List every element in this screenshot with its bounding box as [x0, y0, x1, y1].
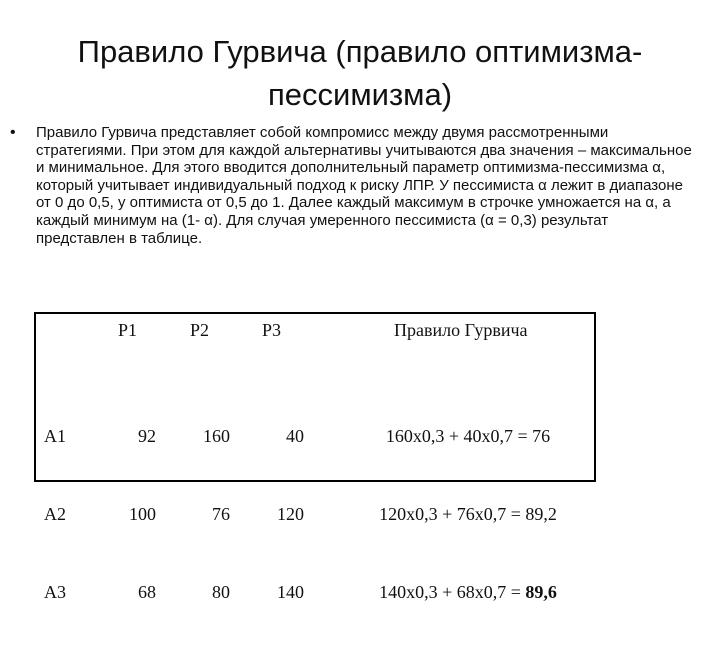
cell-a3-p1: 68 [138, 582, 156, 602]
slide-title [40, 30, 680, 116]
row-labels [44, 371, 66, 657]
cell-a1-p3: 40 [286, 426, 304, 446]
cell-a2-p2: 76 [212, 504, 230, 524]
cell-a2-hurwicz: 120х0,3 + 76х0,7 = 89,2 [379, 504, 557, 524]
column-p2-values [186, 371, 230, 657]
column-header-p3: P3 [262, 320, 282, 340]
bullet-marker: • [10, 124, 16, 141]
column-p3-values [258, 371, 304, 657]
cell-a3-hurwicz-formula: 140х0,3 + 68х0,7 = [379, 582, 526, 602]
cell-a3-hurwicz-result: 89,6 [525, 582, 557, 602]
cell-a1-p2: 160 [203, 426, 230, 446]
body-paragraph: Правило Гурвича представляет собой компромисс между двумя рассмотренными стратегиями. При этом для каждой альтернативы учитываются два значения – максимальное и минимальное. Для этого вводится дополнительный параметр оптимизма-пессимизма α, который учитывает индивидуальный подход к риску ЛПР. У пессимиста α лежит в диапазоне от 0 до 0,5, у оптимиста от 0,5 до 1. Далее каждый максимум в строчке умножается на α, а каждый минимум на (1- α). Для случая умеренного пессимиста (α = 0,3) результат представлен в таблице. [36, 124, 692, 247]
cell-a1-hurwicz: 160х0,3 + 40х0,7 = 76 [385, 426, 551, 446]
column-hurwicz-values [338, 371, 598, 657]
slide-title-line-2: пессимизма) [267, 77, 453, 112]
column-p1-values [116, 371, 156, 657]
cell-a1-p1: 92 [138, 426, 156, 446]
cell-a2-p1: 100 [129, 504, 156, 524]
row-label-a2: A2 [44, 504, 66, 524]
cell-a3-hurwicz [338, 579, 598, 605]
cell-a2-p3: 120 [277, 504, 304, 524]
cell-a3-p2: 80 [212, 582, 230, 602]
hurwicz-table [34, 312, 596, 602]
slide-title-line-1: Правило Гурвича (правило оптимизма- [77, 34, 643, 69]
column-header-p1: P1 [118, 320, 138, 340]
row-label-a3: A3 [44, 582, 66, 602]
cell-a3-p3: 140 [277, 582, 304, 602]
column-header-hurwicz: Правило Гурвича [394, 320, 528, 340]
row-label-a1: A1 [44, 426, 66, 446]
column-header-p2: P2 [190, 320, 210, 340]
